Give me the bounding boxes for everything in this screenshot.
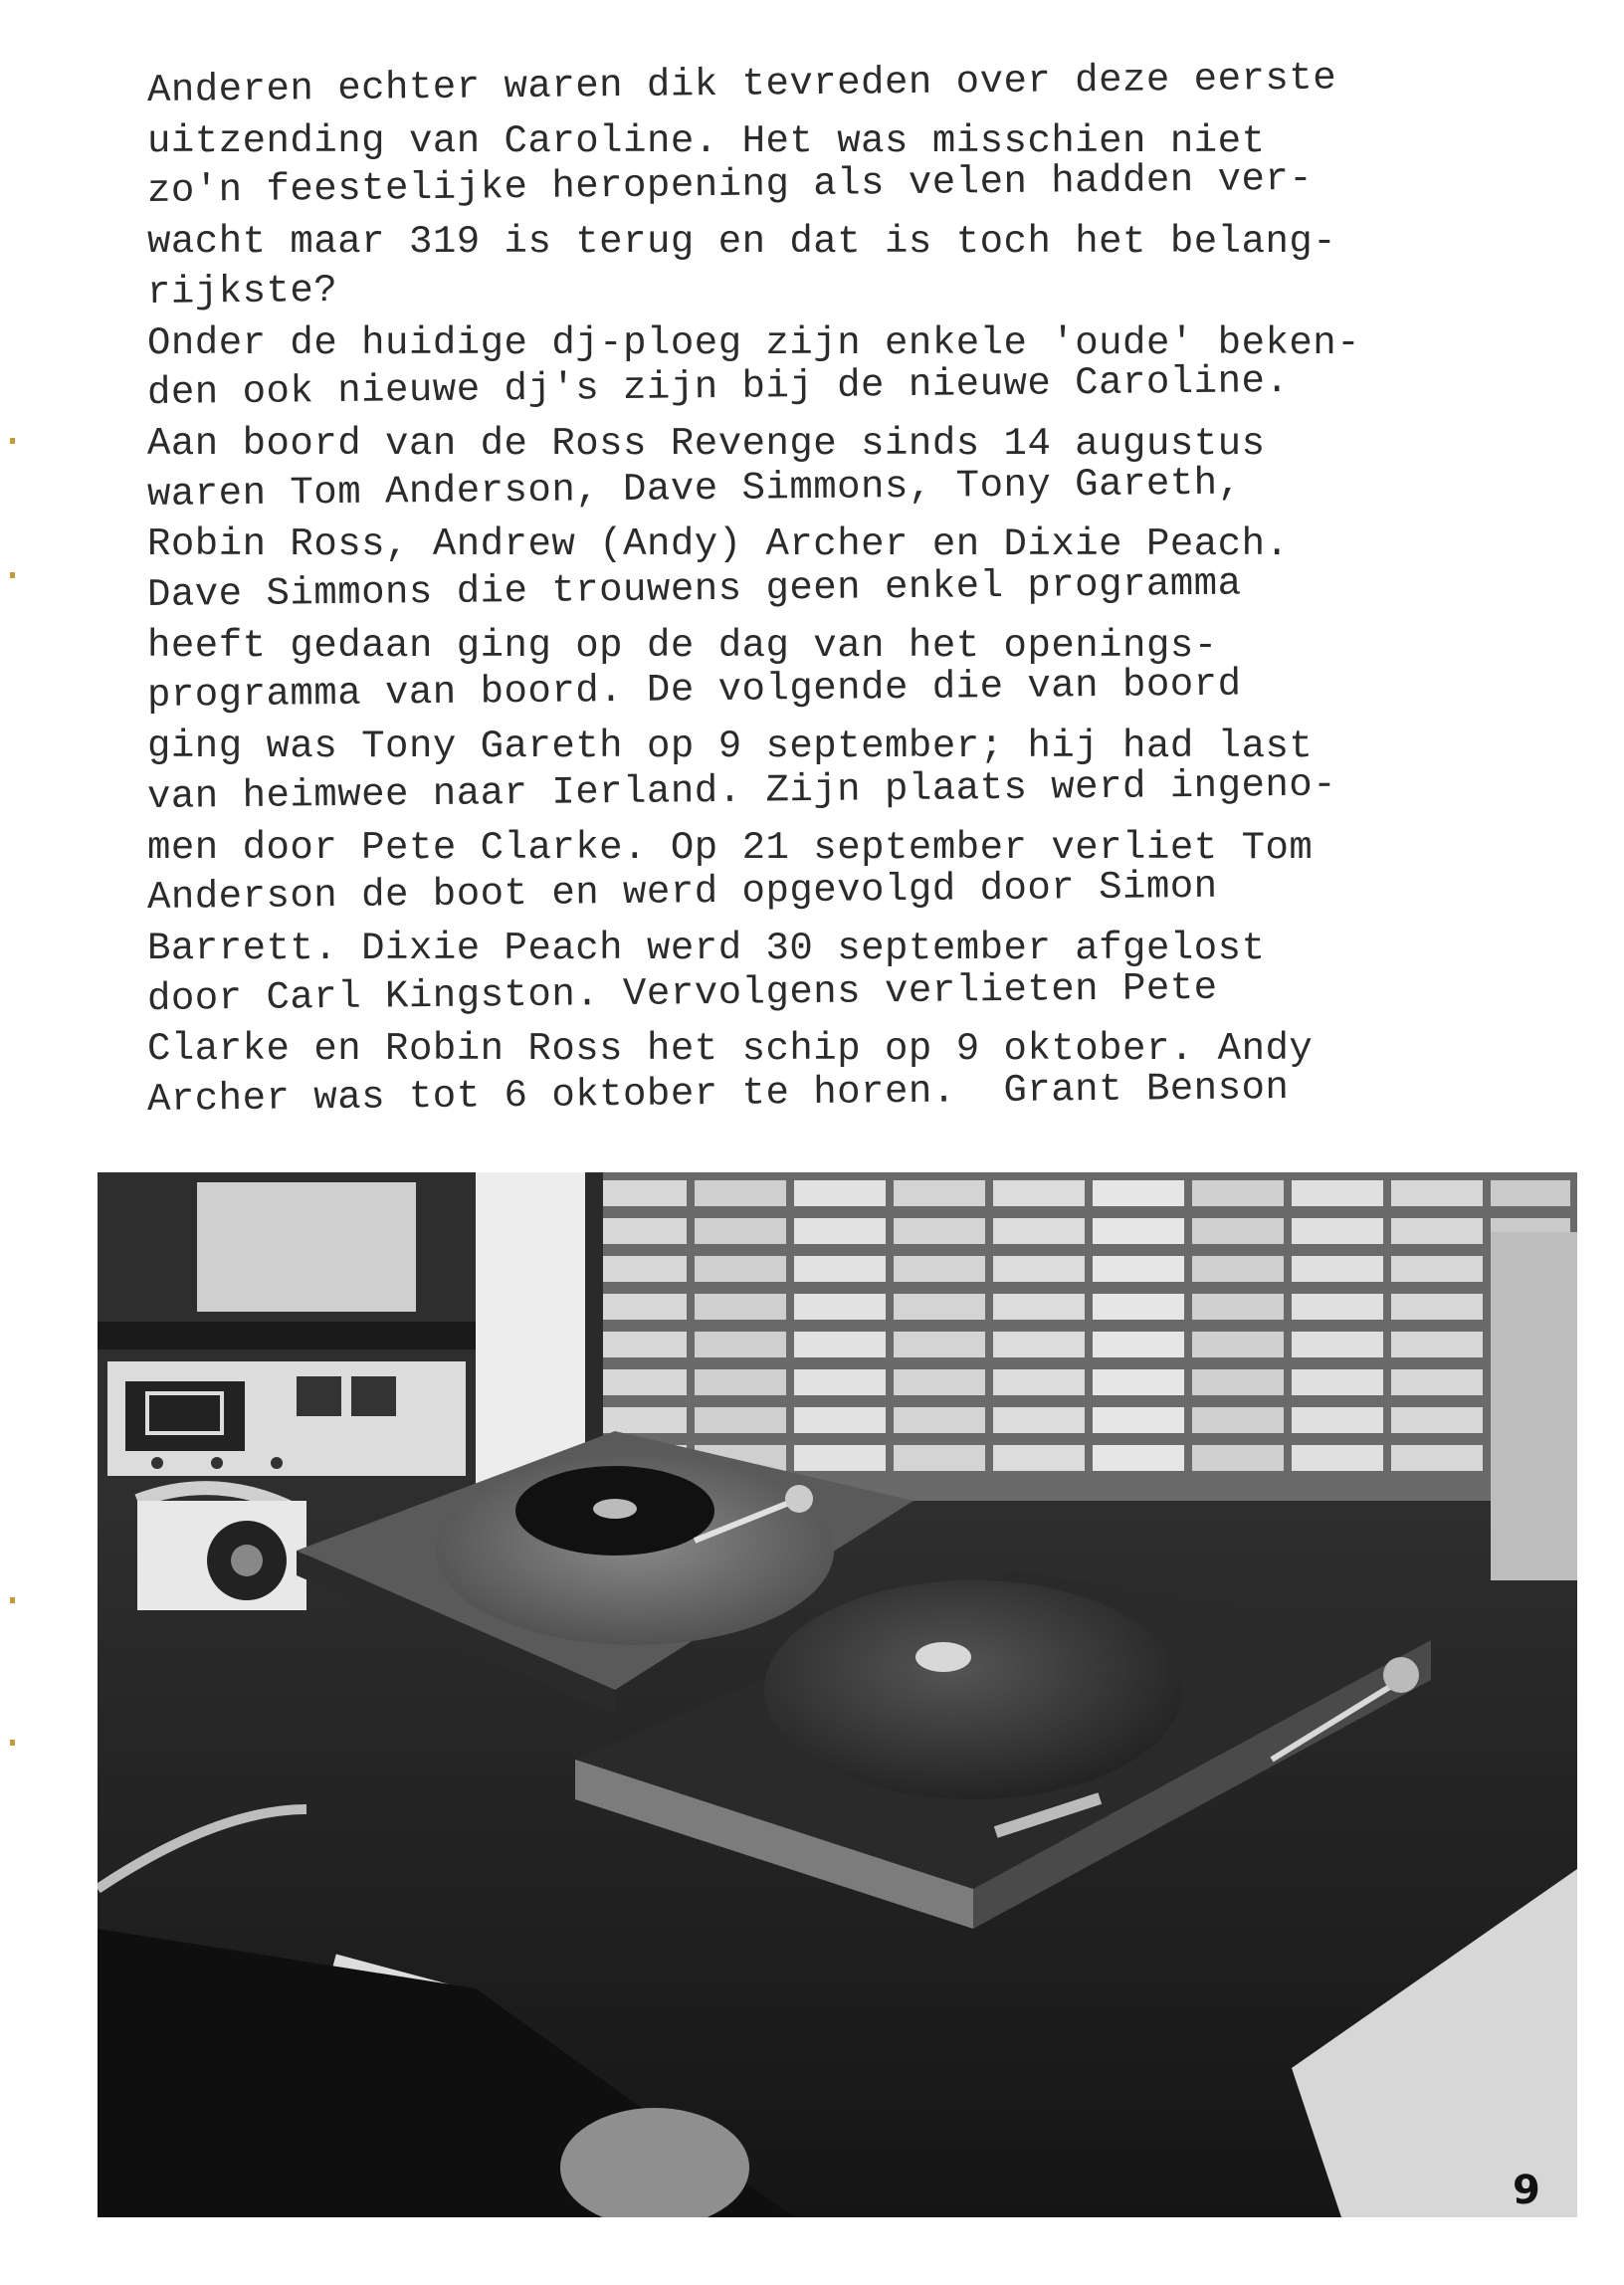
text-line: Onder de huidige dj-ploeg zijn enkele 'oude' beken- xyxy=(147,320,1361,365)
text-line: Barrett. Dixie Peach werd 30 september afgelost xyxy=(147,926,1266,970)
text-line: Dave Simmons die trouwens geen enkel programma xyxy=(146,561,1242,618)
text-line: Robin Ross, Andrew (Andy) Archer en Dixie Peach. xyxy=(147,522,1290,567)
text-line: ging was Tony Gareth op 9 september; hij had last xyxy=(147,725,1314,769)
text-line: Anderson de boot en werd opgevolgd door Simon xyxy=(146,864,1218,921)
studio-photo-illustration xyxy=(98,1172,1577,2217)
text-line: men door Pete Clarke. Op 21 september verliet Tom xyxy=(147,825,1314,870)
margin-mark xyxy=(10,1740,15,1746)
text-line: den ook nieuwe dj's zijn bij de nieuwe Caroline. xyxy=(146,359,1290,416)
text-line: uitzending van Caroline. Het was misschien niet xyxy=(147,118,1266,163)
text-line: waren Tom Anderson, Dave Simmons, Tony Gareth, xyxy=(146,461,1242,517)
headphones xyxy=(137,1488,306,1610)
text-line: zo'n feestelijke heropening als velen hadden ver- xyxy=(146,157,1314,214)
text-line: Clarke en Robin Ross het schip op 9 oktober. Andy xyxy=(147,1027,1314,1072)
text-line: door Carl Kingston. Vervolgens verlieten Pete xyxy=(146,965,1218,1021)
text-line: Aan boord van de Ross Revenge sinds 14 augustus xyxy=(147,421,1266,466)
margin-mark xyxy=(10,572,15,578)
equipment-rack xyxy=(98,1172,585,1501)
article-text xyxy=(146,56,1530,1126)
text-line: rijkste? xyxy=(146,268,338,314)
page-number: 9 xyxy=(1513,2168,1540,2213)
text-line: Anderen echter waren dik tevreden over deze eerste xyxy=(146,56,1337,112)
margin-mark xyxy=(10,438,15,444)
text-line: wacht maar 319 is terug en dat is toch het belang- xyxy=(147,220,1337,265)
text-line: van heimwee naar Ierland. Zijn plaats werd ingeno- xyxy=(146,762,1337,819)
text-line: programma van boord. De volgende die van boord xyxy=(146,662,1242,719)
studio-photo xyxy=(98,1172,1577,2217)
text-line: heeft gedaan ging op de dag van het openings- xyxy=(147,623,1218,668)
margin-mark xyxy=(10,1597,15,1603)
text-line: Archer was tot 6 oktober te horen. Grant Benson xyxy=(146,1066,1290,1123)
